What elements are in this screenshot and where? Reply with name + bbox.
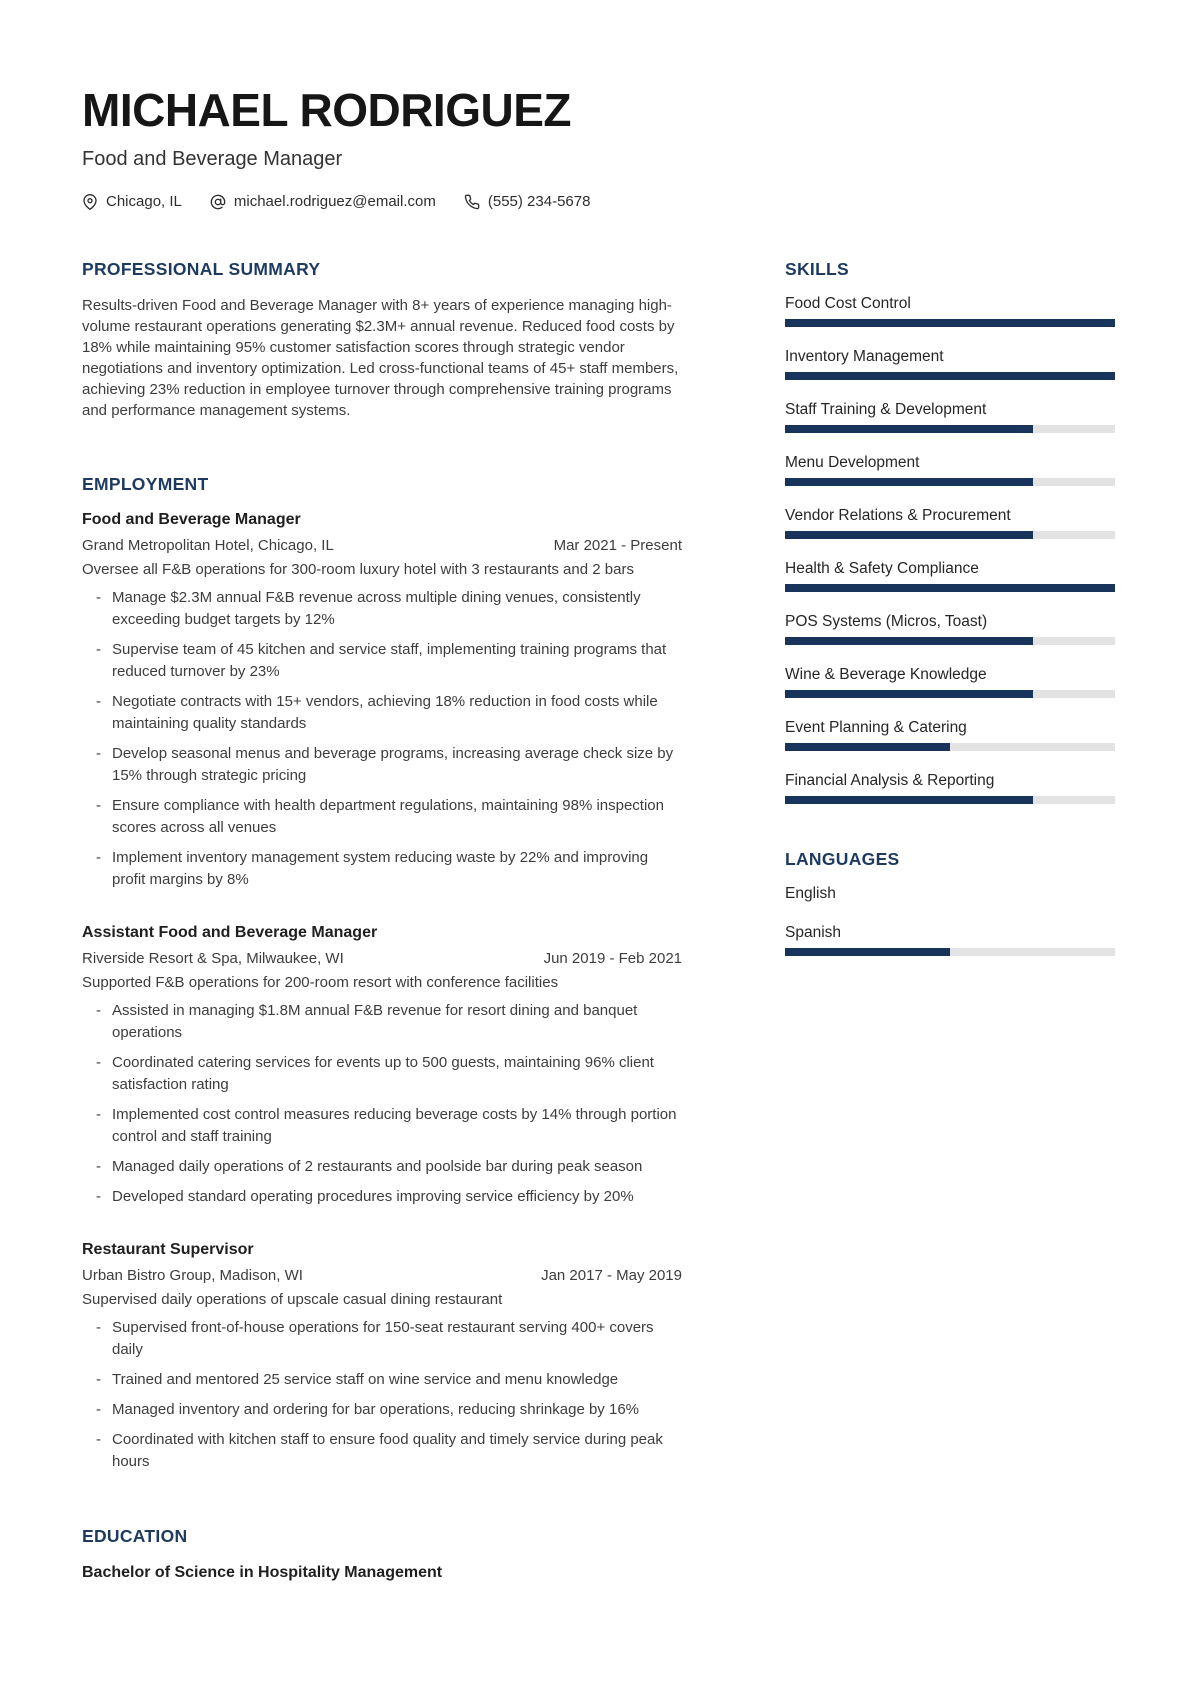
skill-label: Menu Development: [785, 454, 920, 472]
job-bullet-list: [82, 1000, 682, 1208]
job-meta-row: [82, 948, 682, 970]
job-company: Grand Metropolitan Hotel, Chicago, IL: [82, 537, 334, 555]
candidate-name: MICHAEL RODRIGUEZ: [82, 84, 571, 136]
job-entry: [82, 923, 682, 1208]
language-bar-fill: [785, 948, 950, 956]
location-text: Chicago, IL: [106, 193, 182, 211]
job-title: Assistant Food and Beverage Manager: [82, 924, 378, 942]
skill-item: [785, 719, 1115, 751]
job-bullet: - Negotiate contracts with 15+ vendors, achieving 18% reduction in food costs while maintaining quality standards: [112, 691, 682, 735]
skill-bar-track: [785, 637, 1115, 645]
skill-item: [785, 772, 1115, 804]
contact-email: [210, 193, 436, 210]
location-pin-icon: [82, 194, 98, 210]
job-bullet: - Supervised front-of-house operations for 150-seat restaurant serving 400+ covers daily: [112, 1317, 682, 1361]
skill-label: Staff Training & Development: [785, 401, 987, 419]
education-degree: Bachelor of Science in Hospitality Management: [82, 1564, 443, 1582]
phone-icon: [464, 194, 480, 210]
job-dates: Jan 2017 - May 2019: [541, 1267, 682, 1285]
contact-row: [82, 193, 1115, 210]
job-entry: [82, 510, 682, 891]
job-dates: Mar 2021 - Present: [553, 537, 682, 555]
job-bullet: - Implemented cost control measures reducing beverage costs by 14% through portion control and staff training: [112, 1104, 682, 1148]
skill-bar-track: [785, 478, 1115, 486]
language-bar-track: [785, 948, 1115, 956]
job-bullet: - Develop seasonal menus and beverage programs, increasing average check size by 15% through strategic pricing: [112, 743, 682, 787]
job-bullet-list: [82, 587, 682, 891]
language-label: English: [785, 885, 836, 903]
job-description: Supervised daily operations of upscale casual dining restaurant: [82, 1291, 503, 1309]
job-dates: Jun 2019 - Feb 2021: [543, 950, 682, 968]
skill-item: [785, 613, 1115, 645]
skill-bar-track: [785, 372, 1115, 380]
language-item: [785, 924, 1115, 956]
job-meta-row: [82, 1265, 682, 1287]
skill-bar-fill: [785, 319, 1115, 327]
job-meta-row: [82, 535, 682, 557]
skill-bar-fill: [785, 690, 1033, 698]
skill-item: [785, 401, 1115, 433]
skill-bar-track: [785, 584, 1115, 592]
language-item: [785, 885, 1115, 903]
resume-body: [82, 258, 1115, 1584]
job-title: Restaurant Supervisor: [82, 1241, 254, 1259]
skill-bar-fill: [785, 531, 1033, 539]
skill-item: [785, 348, 1115, 380]
skill-label: Financial Analysis & Reporting: [785, 772, 995, 790]
job-description: Supported F&B operations for 200-room resort with conference facilities: [82, 974, 559, 992]
summary-heading: PROFESSIONAL SUMMARY: [82, 259, 321, 280]
job-company: Riverside Resort & Spa, Milwaukee, WI: [82, 950, 344, 968]
sidebar-column: [785, 258, 1115, 977]
job-list: [82, 510, 682, 1473]
skill-label: Health & Safety Compliance: [785, 560, 979, 578]
skill-label: POS Systems (Micros, Toast): [785, 613, 988, 631]
at-sign-icon: [210, 194, 226, 210]
language-label: Spanish: [785, 924, 842, 942]
skill-item: [785, 507, 1115, 539]
skill-bar-fill: [785, 637, 1033, 645]
skill-bar-track: [785, 743, 1115, 751]
phone-text: (555) 234-5678: [487, 193, 591, 211]
employment-heading: EMPLOYMENT: [82, 474, 209, 495]
language-list: [785, 885, 1115, 956]
section-employment: [82, 473, 682, 1473]
job-bullet: - Ensure compliance with health department regulations, maintaining 98% inspection scores across all venues: [112, 795, 682, 839]
job-bullet: - Assisted in managing $1.8M annual F&B revenue for resort dining and banquet operations: [112, 1000, 682, 1044]
candidate-job-title: Food and Beverage Manager: [82, 148, 343, 171]
job-bullet: - Managed daily operations of 2 restaurants and poolside bar during peak season: [112, 1156, 682, 1178]
skill-bar-track: [785, 531, 1115, 539]
job-bullet: - Managed inventory and ordering for bar operations, reducing shrinkage by 16%: [112, 1399, 682, 1421]
skill-bar-fill: [785, 372, 1115, 380]
resume-header: [82, 86, 1115, 210]
section-professional-summary: [82, 258, 682, 421]
skill-bar-fill: [785, 743, 950, 751]
job-bullet: - Coordinated catering services for events up to 500 guests, maintaining 96% client satisfaction rating: [112, 1052, 682, 1096]
skill-label: Inventory Management: [785, 348, 944, 366]
skill-bar-track: [785, 690, 1115, 698]
skill-item: [785, 666, 1115, 698]
summary-text: Results-driven Food and Beverage Manager with 8+ years of experience managing high-volume restaurant operations generating $2.3M+ annual revenue. Reduced food costs by 18% while maintaining 95% customer satisfaction scores through strategic vendor negotiations and inventory optimization. Led cross-functional teams of 45+ staff members, achieving 23% reduction in employee turnover through comprehensive training programs and performance management systems.: [82, 297, 679, 420]
job-bullet: - Implement inventory management system reducing waste by 22% and improving profit margins by 8%: [112, 847, 682, 891]
skill-label: Food Cost Control: [785, 295, 911, 313]
section-skills: [785, 258, 1115, 804]
skill-item: [785, 295, 1115, 327]
skills-heading: SKILLS: [785, 259, 850, 280]
job-bullet: - Supervise team of 45 kitchen and service staff, implementing training programs that reduced turnover by 23%: [112, 639, 682, 683]
skill-item: [785, 454, 1115, 486]
section-education: [82, 1525, 682, 1584]
job-bullet: - Developed standard operating procedures improving service efficiency by 20%: [112, 1186, 682, 1208]
languages-heading: LANGUAGES: [785, 849, 900, 870]
job-entry: [82, 1240, 682, 1473]
education-heading: EDUCATION: [82, 1526, 188, 1547]
skill-bar-fill: [785, 584, 1115, 592]
job-bullet-list: [82, 1317, 682, 1473]
skill-bar-fill: [785, 425, 1033, 433]
job-company: Urban Bistro Group, Madison, WI: [82, 1267, 303, 1285]
skill-bar-fill: [785, 796, 1033, 804]
job-bullet: - Manage $2.3M annual F&B revenue across multiple dining venues, consistently exceeding budget targets by 12%: [112, 587, 682, 631]
email-text: michael.rodriguez@email.com: [233, 193, 436, 211]
job-bullet: - Coordinated with kitchen staff to ensure food quality and timely service during peak hours: [112, 1429, 682, 1473]
job-description: Oversee all F&B operations for 300-room luxury hotel with 3 restaurants and 2 bars: [82, 561, 634, 579]
skill-label: Vendor Relations & Procurement: [785, 507, 1011, 525]
job-bullet: - Trained and mentored 25 service staff on wine service and menu knowledge: [112, 1369, 682, 1391]
skill-bar-track: [785, 796, 1115, 804]
skill-bar-fill: [785, 478, 1033, 486]
skill-bar-track: [785, 319, 1115, 327]
contact-phone: [464, 193, 591, 210]
skill-label: Event Planning & Catering: [785, 719, 967, 737]
main-column: [82, 258, 682, 1584]
skill-bar-track: [785, 425, 1115, 433]
job-title: Food and Beverage Manager: [82, 511, 301, 529]
skill-label: Wine & Beverage Knowledge: [785, 666, 987, 684]
skill-list: [785, 295, 1115, 804]
skill-item: [785, 560, 1115, 592]
contact-location: [82, 193, 182, 210]
section-languages: [785, 848, 1115, 956]
